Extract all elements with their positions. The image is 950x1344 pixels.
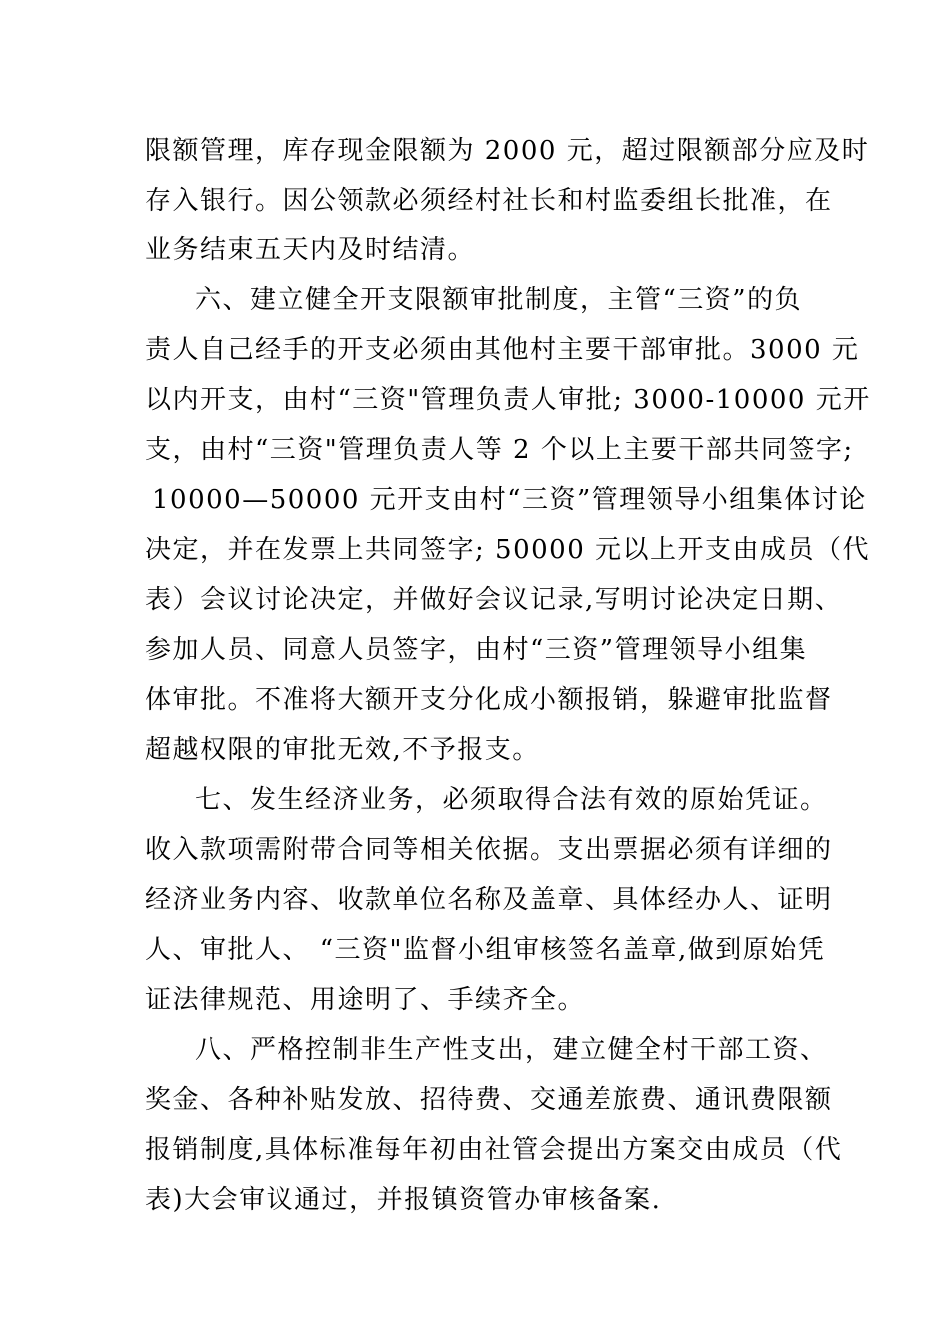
text-line: 报销制度,具体标准每年初由社管会提出方案交由成员（代 [145,1135,843,1165]
text-line: 支，由村“三资"管理负责人等 2 个以上主要干部共同签字; [145,435,854,465]
text-line: 证法律规范、用途明了、手续齐全。 [145,985,586,1015]
paragraph-seven-start: 七、发生经济业务，必须取得合法有效的原始凭证。 [195,785,828,815]
text-line: 人、审批人、 “三资"监督小组审核签名盖章,做到原始凭 [145,935,826,965]
text-line: 表)大会审议通过，并报镇资管办审核备案. [145,1185,662,1215]
paragraph-six-start: 六、建立健全开支限额审批制度，主管“三资”的负 [195,285,803,315]
paragraph-eight-start: 八、严格控制非生产性支出，建立健全村干部工资、 [195,1035,828,1065]
text-line: 收入款项需附带合同等相关依据。支出票据必须有详细的 [145,835,833,865]
text-line: 参加人员、同意人员签字，由村“三资”管理领导小组集 [145,635,808,665]
text-line: 经济业务内容、收款单位名称及盖章、具体经办人、证明 [145,885,833,915]
text-line: 业务结束五天内及时结清。 [145,235,476,265]
text-line: 体审批。不准将大额开支分化成小额报销，躲避审批监督 [145,685,833,715]
text-line: 10000—50000 元开支由村“三资”管理领导小组集体讨论 [152,485,867,515]
text-line: 决定，并在发票上共同签字; 50000 元以上开支由成员（代 [145,535,870,565]
text-line: 限额管理，库存现金限额为 2000 元，超过限额部分应及时 [145,136,870,166]
text-line: 奖金、各种补贴发放、招待费、交通差旅费、通讯费限额 [145,1085,833,1115]
text-line: 存入银行。因公领款必须经村社长和村监委组长批准，在 [145,186,833,216]
text-line: 责人自己经手的开支必须由其他村主要干部审批。3000 元 [145,335,860,365]
text-line: 表）会议讨论决定，并做好会议记录,写明讨论决定日期、 [145,585,843,615]
text-line: 超越权限的审批无效,不予报支。 [145,735,540,765]
text-line: 以内开支，由村“三资"管理负责人审批; 3000-10000 元开 [145,385,871,415]
